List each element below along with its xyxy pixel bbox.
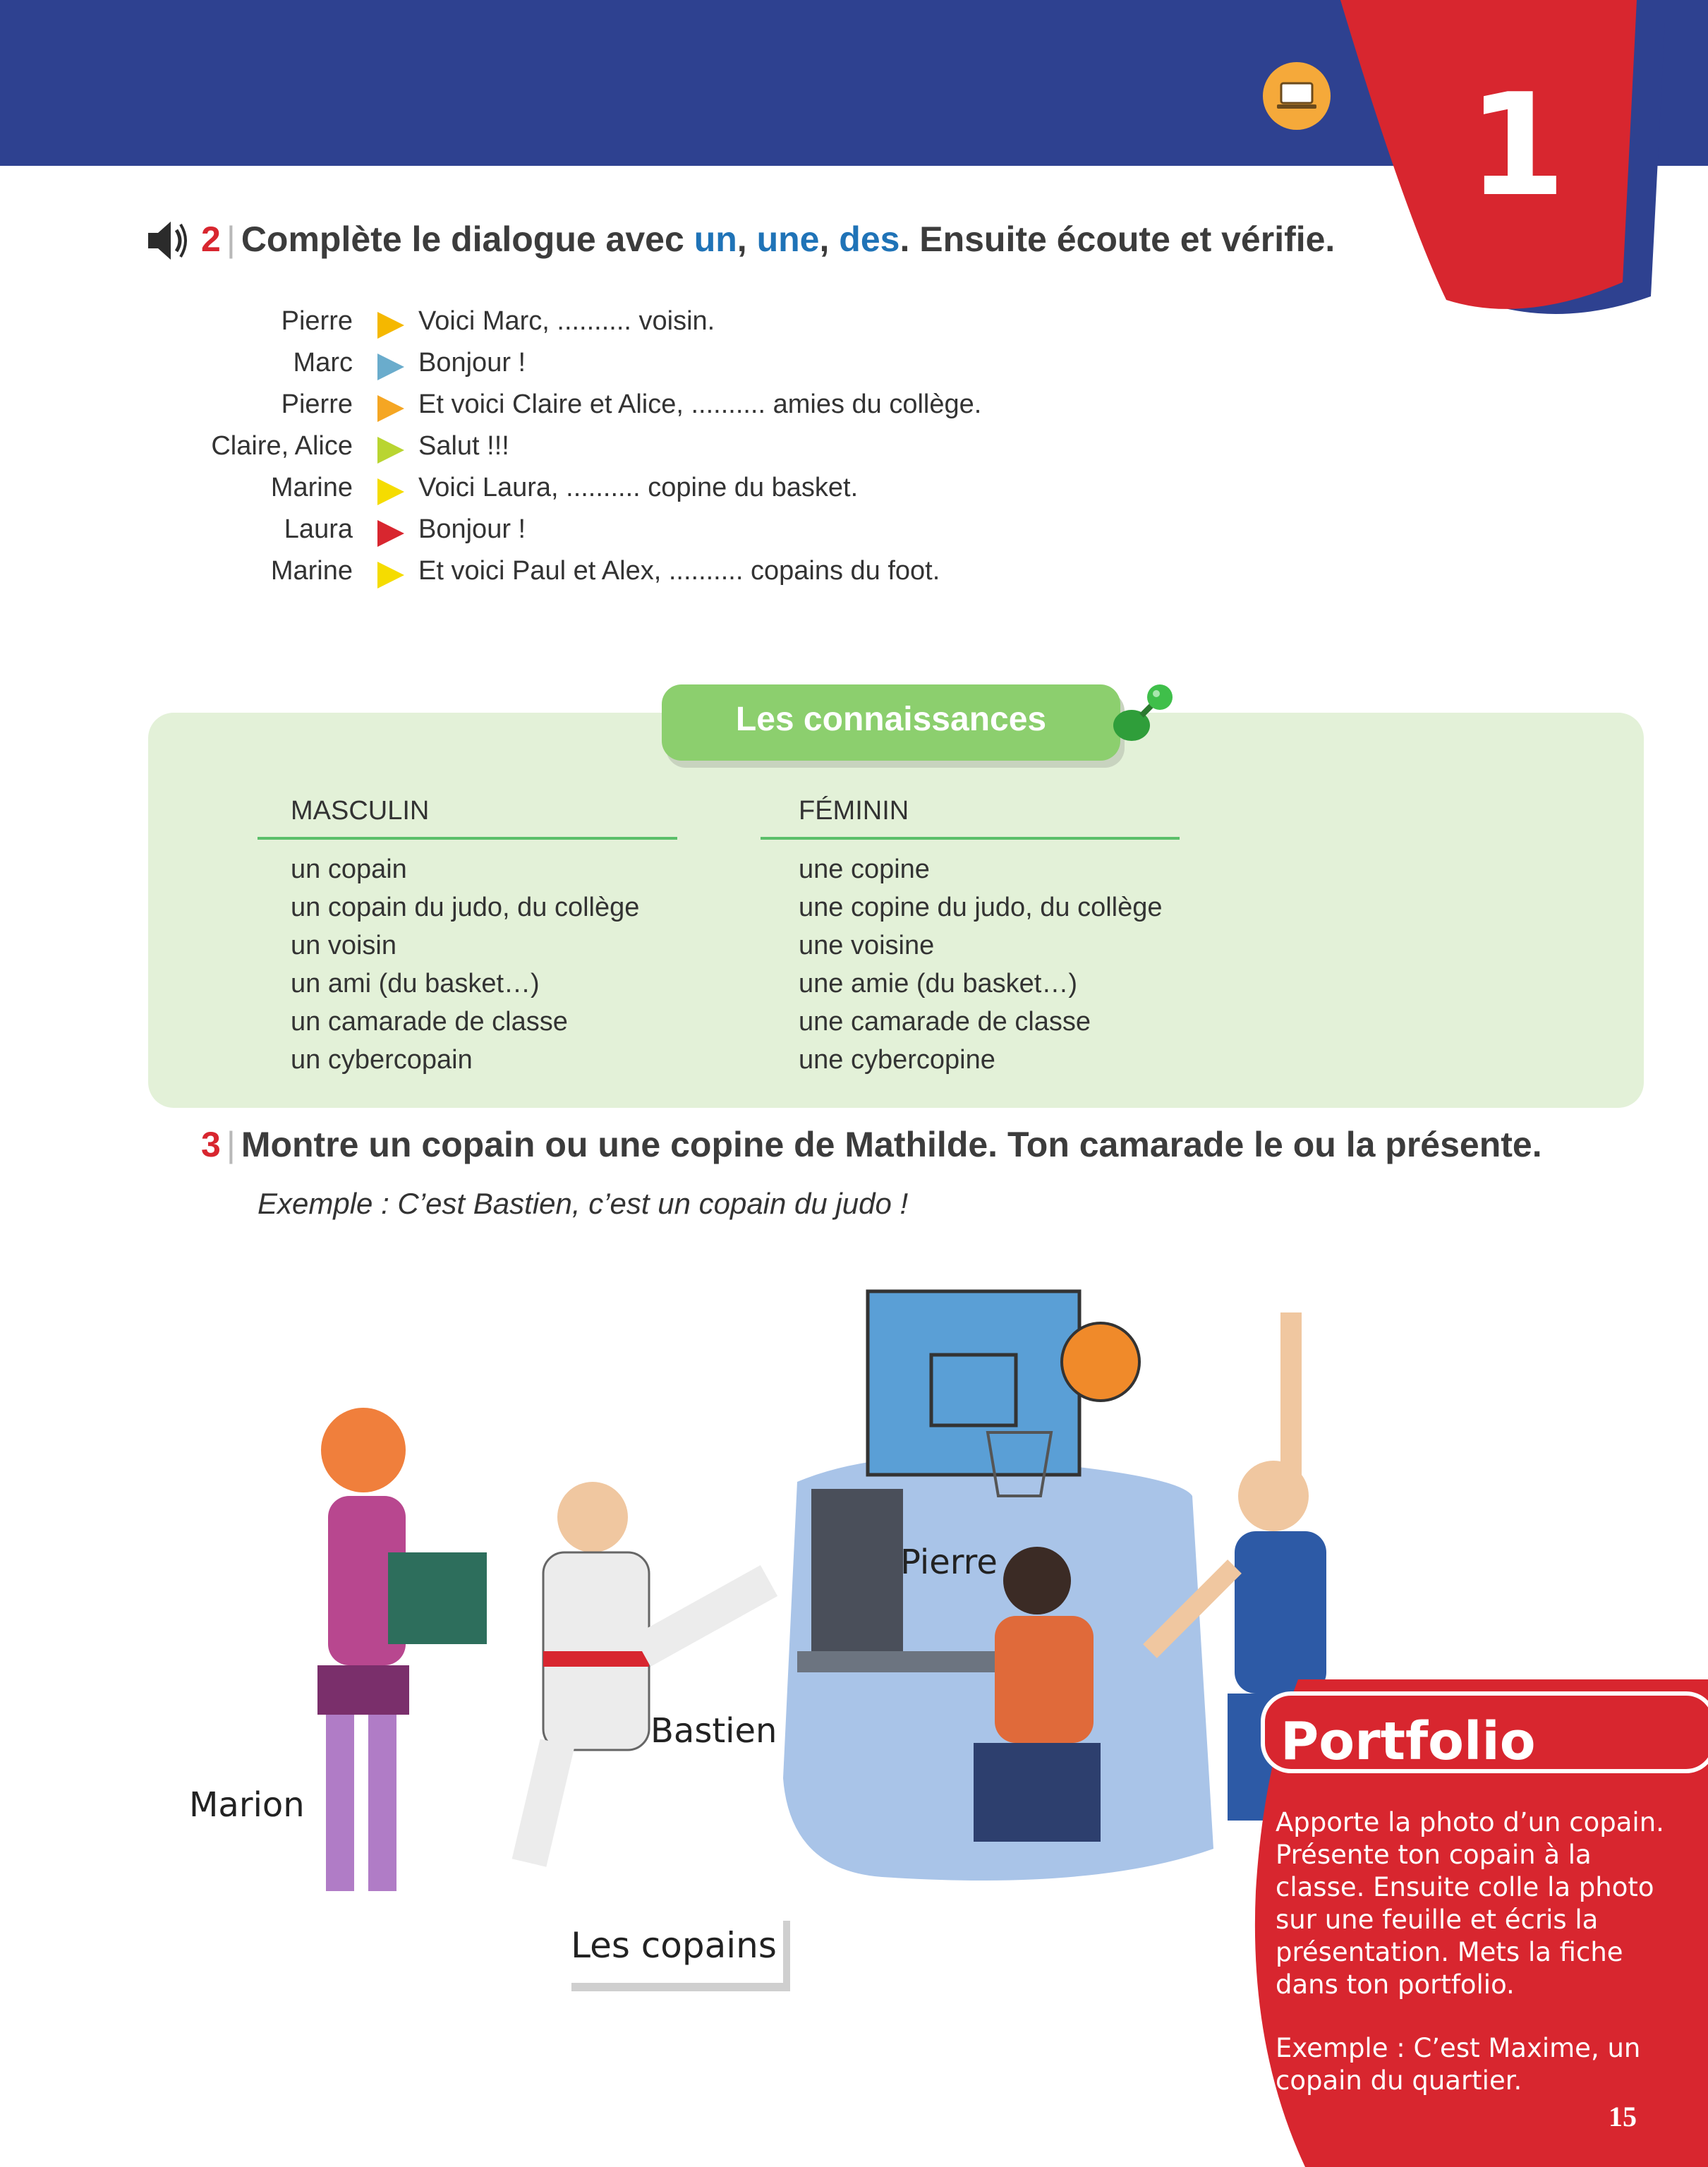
name-bastien: Bastien (650, 1711, 777, 1751)
computer-icon[interactable] (1263, 62, 1331, 130)
list-item: un voisin (291, 931, 396, 960)
page-number: 15 (1609, 2101, 1637, 2132)
audio-speaker-icon[interactable] (147, 217, 188, 264)
speaker-name: Pierre (281, 306, 353, 336)
speaker-marker-icon (377, 395, 404, 422)
dialogue-line: Et voici Paul et Alex, .......... copains du foot. (418, 556, 940, 586)
list-item: une copine (799, 855, 930, 884)
list-item: un cybercopain (291, 1045, 473, 1075)
list-item: une cybercopine (799, 1045, 995, 1075)
list-item: une voisine (799, 931, 935, 960)
speaker-name: Marc (293, 348, 353, 378)
caption-text: Les copains (571, 1925, 777, 1966)
speaker-marker-icon (377, 520, 404, 547)
list-item: un camarade de classe (291, 1007, 568, 1037)
dialogue-line: Bonjour ! (418, 348, 526, 378)
exercise-number: 2 (201, 219, 221, 259)
title-text: Complète le dialogue avec (241, 219, 694, 259)
speaker-name: Pierre (281, 390, 353, 419)
name-pierre: Pierre (900, 1543, 998, 1582)
list-item: un copain (291, 855, 407, 884)
title-sep: , (819, 219, 840, 259)
dialogue-line: Bonjour ! (418, 514, 526, 544)
dialogue-row (141, 348, 1058, 389)
list-item: un ami (du basket…) (291, 969, 540, 998)
exercise-3-title: 3 | Montre un copain ou une copine de Mathilde. Ton camarade le ou la présente. (201, 1125, 1542, 1164)
dialogue-row (141, 473, 1058, 514)
feminin-heading: FÉMININ (799, 796, 909, 826)
speaker-marker-icon (377, 478, 404, 505)
list-item: une amie (du basket…) (799, 969, 1077, 998)
feminin-rule (761, 837, 1180, 840)
speaker-marker-icon (377, 312, 404, 339)
article-une: une (756, 219, 820, 259)
exercise-2-title: 2 | Complète le dialogue avec un, une, des. Ensuite écoute et vérifie. (201, 219, 1335, 259)
list-item: un copain du judo, du collège (291, 893, 640, 922)
speaker-name: Laura (284, 514, 353, 544)
masculin-heading: MASCULIN (291, 796, 430, 826)
speaker-marker-icon (377, 437, 404, 464)
masculin-list (291, 850, 639, 1079)
knowledge-title-tab (662, 684, 1120, 761)
dialogue-row (141, 556, 1058, 597)
portfolio-example: Exemple : C’est Maxime, un copain du quartier. (1276, 2033, 1641, 2096)
unit-number: 1 (1467, 64, 1566, 228)
portfolio-title: Portfolio (1280, 1711, 1536, 1772)
speaker-marker-icon (377, 354, 404, 380)
dialogue-line: Voici Marc, .......... voisin. (418, 306, 715, 336)
article-des: des (839, 219, 900, 259)
speaker-marker-icon (377, 562, 404, 588)
masculin-rule (258, 837, 677, 840)
title-text: . Ensuite écoute et vérifie. (900, 219, 1335, 259)
title-sep: , (737, 219, 757, 259)
dialogue-line: Salut !!! (418, 431, 509, 461)
dialogue-line: Et voici Claire et Alice, .......... amies du collège. (418, 390, 982, 419)
dialogue-row (141, 431, 1058, 472)
dialogue-row (141, 514, 1058, 555)
list-item: une camarade de classe (799, 1007, 1091, 1037)
caption-box (564, 1912, 783, 1983)
name-marion: Marion (189, 1785, 305, 1825)
speaker-name: Marine (270, 556, 353, 586)
speaker-name: Marine (270, 473, 353, 502)
list-item: une copine du judo, du collège (799, 893, 1163, 922)
knowledge-title: Les connaissances (735, 701, 1047, 738)
portfolio-text: Apporte la photo d’un copain. Présente ton copain à la classe. Ensuite colle la photo sur une feuille et écris la présentation. Mets la fiche dans ton portfolio. (1276, 1807, 1664, 2000)
speaker-name: Claire, Alice (211, 431, 353, 461)
feminin-list (799, 850, 1163, 1079)
title-text: Montre un copain ou une copine de Mathilde. Ton camarade le ou la présente. (241, 1125, 1542, 1164)
article-un: un (694, 219, 737, 259)
example-text: Exemple : C’est Bastien, c’est un copain du judo ! (258, 1187, 909, 1220)
exercise-number: 3 (201, 1125, 221, 1164)
dialogue-row (141, 390, 1058, 430)
dialogue-row (141, 306, 1058, 347)
pushpin-icon (1106, 682, 1177, 752)
dialogue-line: Voici Laura, .......... copine du basket. (418, 473, 859, 502)
